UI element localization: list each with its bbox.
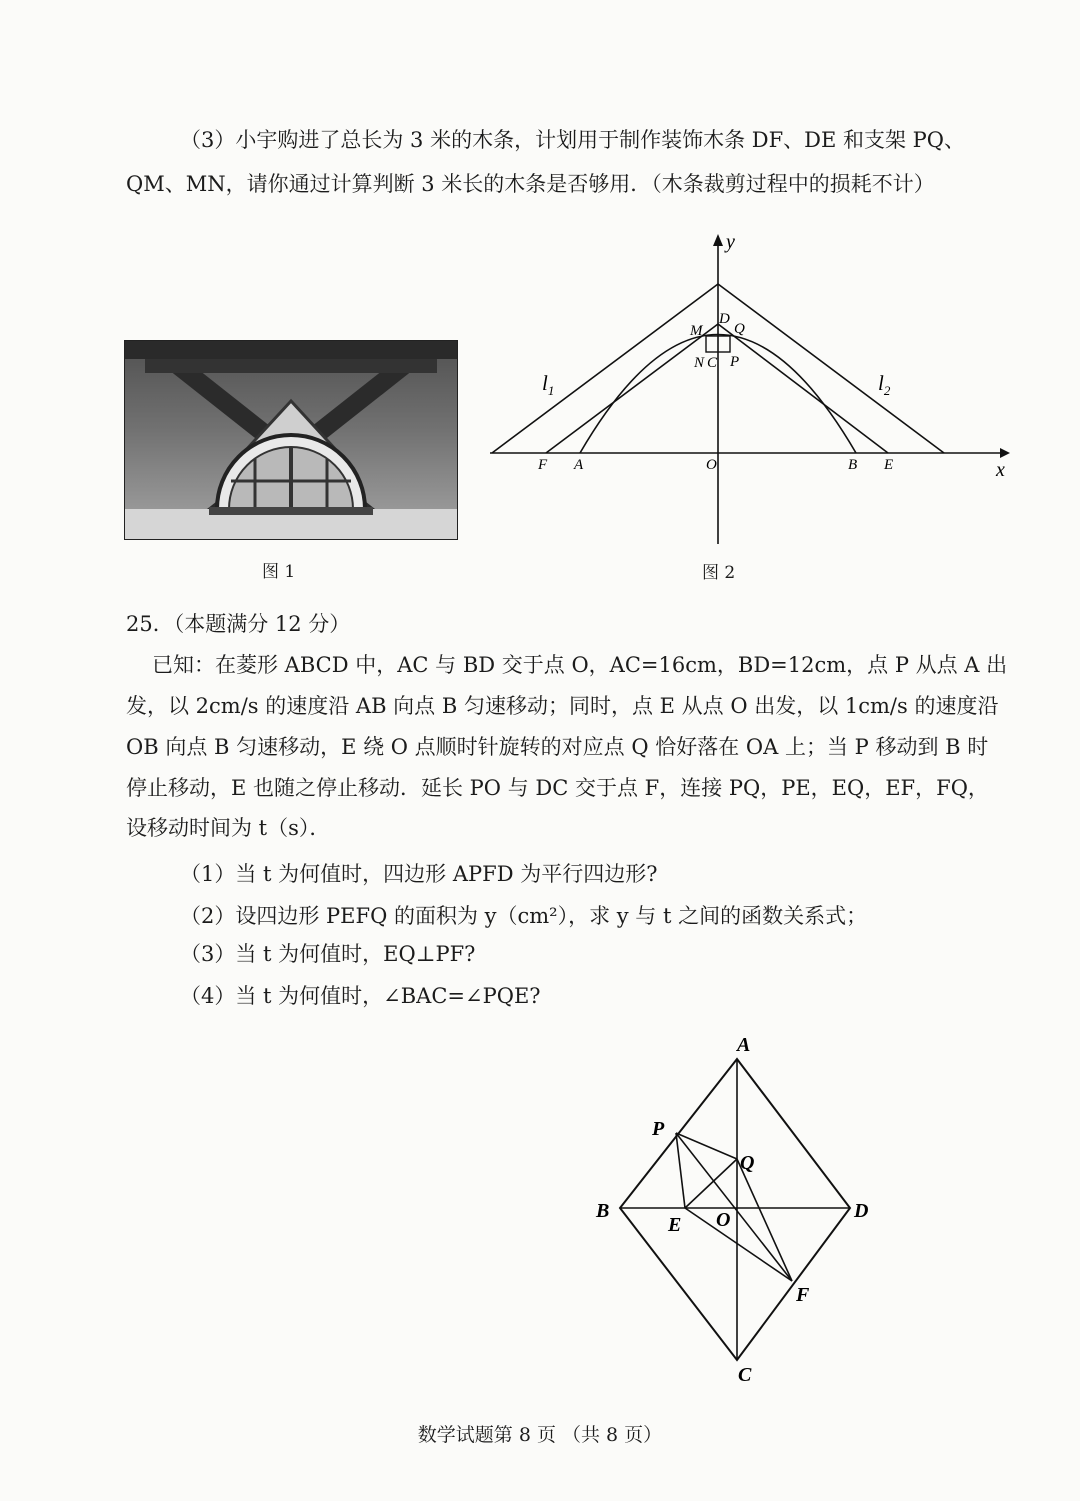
fig1-caption: 图 1 <box>262 562 296 582</box>
fig2-line-l2 <box>718 284 944 453</box>
fig3-segment-PQ <box>676 1133 737 1159</box>
fig2-diagram <box>480 226 1040 556</box>
q24-part3-line1: （3）小宇购进了总长为 3 米的木条，计划用于制作装饰木条 DF、DE 和支架 PQ、 <box>180 128 966 152</box>
page-footer: 数学试题第 8 页 （共 8 页） <box>417 1424 663 1446</box>
fig2-line-l1 <box>492 284 718 453</box>
q25-body-line1: 已知：在菱形 ABCD 中，AC 与 BD 交于点 O，AC=16cm，BD=12cm，点 P 从点 A 出 <box>152 653 1008 677</box>
fig2-label-l1: $l_1$ <box>542 371 555 398</box>
fig3-label-C: C <box>738 1364 752 1386</box>
fig3-label-Q: Q <box>740 1152 755 1174</box>
fig3-segment-PE <box>676 1133 685 1208</box>
fig2-caption: 图 2 <box>702 563 736 583</box>
fig2-label-D: D <box>719 311 730 327</box>
fig2-label-N: N <box>694 355 705 371</box>
q25-body-line3: OB 向点 B 匀速移动，E 绕 O 点顺时针旋转的对应点 Q 恰好落在 OA 上；当 P 移动到 B 时 <box>126 735 989 759</box>
fig2-label-y: y <box>726 231 735 253</box>
fig2-label-E: E <box>884 457 894 473</box>
fig2-label-P: P <box>730 354 740 370</box>
fig3-label-A: A <box>737 1034 751 1056</box>
q25-body-line2: 发，以 2cm/s 的速度沿 AB 向点 B 匀速移动；同时，点 E 从点 O 出发，以 1cm/s 的速度沿 <box>126 694 999 718</box>
fig3-label-F: F <box>796 1284 810 1306</box>
fig3-label-D: D <box>854 1200 869 1222</box>
fig2-label-A: A <box>574 457 584 473</box>
q25-body-line4: 停止移动，E 也随之停止移动．延长 PO 与 DC 交于点 F，连接 PQ，PE，EQ，EF，FQ， <box>126 776 989 800</box>
q25-subquestion-2: （2）设四边形 PEFQ 的面积为 y（cm²），求 y 与 t 之间的函数关系式； <box>180 904 868 928</box>
fig1-photo <box>124 340 458 540</box>
fig3-label-E: E <box>668 1214 682 1236</box>
q25-subquestion-3: （3）当 t 为何值时，EQ⊥PF? <box>180 942 476 966</box>
fig3-segment-PF <box>676 1133 792 1281</box>
fig2-segment-DF <box>546 324 718 453</box>
q25-subquestion-1: （1）当 t 为何值时，四边形 APFD 为平行四边形? <box>180 862 658 886</box>
fig2-label-x: x <box>996 459 1005 481</box>
fig2-label-Q: Q <box>734 321 745 337</box>
fig2-label-C: C <box>707 355 718 371</box>
fig3-label-O: O <box>716 1209 731 1231</box>
fig2-label-F: F <box>538 457 548 473</box>
fig3-label-P: P <box>652 1118 665 1140</box>
fig3-rhombus-diagram <box>580 1025 900 1395</box>
fig2-label-M: M <box>690 323 703 339</box>
q24-part3-line2: QM、MN，请你通过计算判断 3 米长的木条是否够用．（木条裁剪过程中的损耗不计） <box>126 172 935 196</box>
fig2-label-l2: $l_2$ <box>878 371 891 398</box>
fig2-label-B: B <box>848 457 858 473</box>
fig2-label-O: O <box>706 457 717 473</box>
q25-subquestion-4: （4）当 t 为何值时，∠BAC=∠PQE? <box>180 984 541 1008</box>
q25-header: 25．（本题满分 12 分） <box>126 612 351 636</box>
q25-body-line5: 设移动时间为 t（s）． <box>126 816 331 840</box>
fig3-label-B: B <box>596 1200 610 1222</box>
fig2-segment-DE <box>718 324 888 453</box>
